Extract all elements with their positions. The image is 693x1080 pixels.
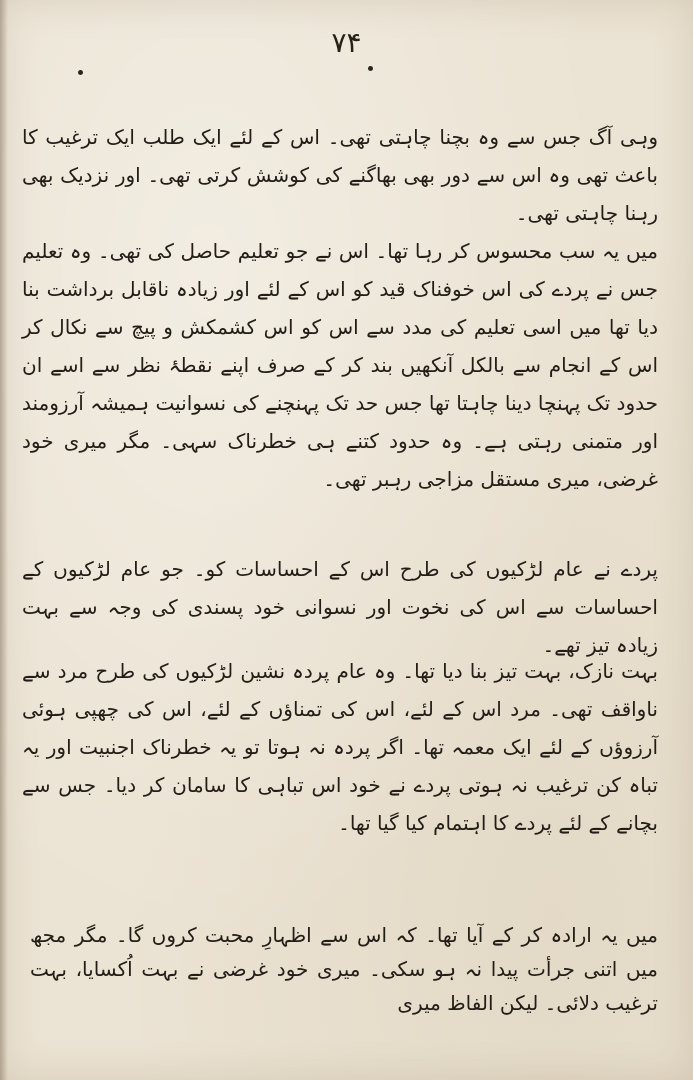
paragraph-3: پردے نے عام لڑکیوں کی طرح اس کے احساسات کو۔ جو عام لڑکیوں کے احساسات سے اس کی نخوت اور نسوانی خود پسندی کی وجہ سے بہت زیادہ تیز تھے۔ [22, 557, 658, 657]
paragraph-4: بہت نازک، بہت تیز بنا دیا تھا۔ وہ عام پردہ نشین لڑکیوں کی طرح مرد سے ناواقف تھی۔ مرد اس کے لئے، اس کی تمناؤں کے لئے، اس کی چھپی ہوئی آرزوؤں کے لئے ایک معمہ تھا۔ اگر پردہ نہ ہوتا تو یہ خطرناک اجنبیت اور یہ تباہ کن ترغیب نہ ہوتی پردے نے خود اس تباہی کا سامان کر دیا۔ جس سے بچانے کے لئے پردے کا اہتمام کیا گیا تھا۔ [22, 659, 658, 835]
paragraph-5: میں یہ ارادہ کر کے آیا تھا۔ کہ اس سے اظہارِ محبت کروں گا۔ مگر مجھ میں اتنی جرأت پیدا نہ ہو سکی۔ میری خود غرضی نے بہت اُکسایا، بہت ترغیب دلائی۔ لیکن الفاظ میری [30, 923, 658, 1015]
paragraph-2: میں یہ سب محسوس کر رہا تھا۔ اس نے جو تعلیم حاصل کی تھی۔ وہ تعلیم جس نے پردے کی اس خوفناک قید کو اس کے لئے اور زیادہ ناقابل برداشت بنا دیا تھا میں اسی تعلیم کی مدد سے اس کو اس کشمکش و پیچ سے نکال کر اس کے انجام سے بالکل آنکھیں بند کر کے صرف اپنے نقطۂ نظر سے اسے ان حدود تک پہنچا دینا چاہتا تھا جس حد تک پہنچنے کی نسوانیت ہمیشہ آرزومند اور متمنی رہتی ہے۔ وہ حدود کتنے ہی خطرناک سہی۔ مگر میری خود غرضی، میری مستقل مزاجی رہبر تھی۔ [22, 239, 659, 491]
page-number: ۷۴ [331, 26, 362, 59]
ink-speck [78, 70, 83, 75]
ink-speck [368, 66, 373, 71]
page-binding-shadow [0, 0, 8, 1080]
paragraph-1: وہی آگ جس سے وہ بچنا چاہتی تھی۔ اس کے لئے ایک طلب ایک ترغیب کا باعث تھی وہ اس سے دور بھی بھاگنے کی کوشش کرتی تھی۔ اور نزدیک بھی رہنا چاہتی تھی۔ [22, 125, 658, 225]
